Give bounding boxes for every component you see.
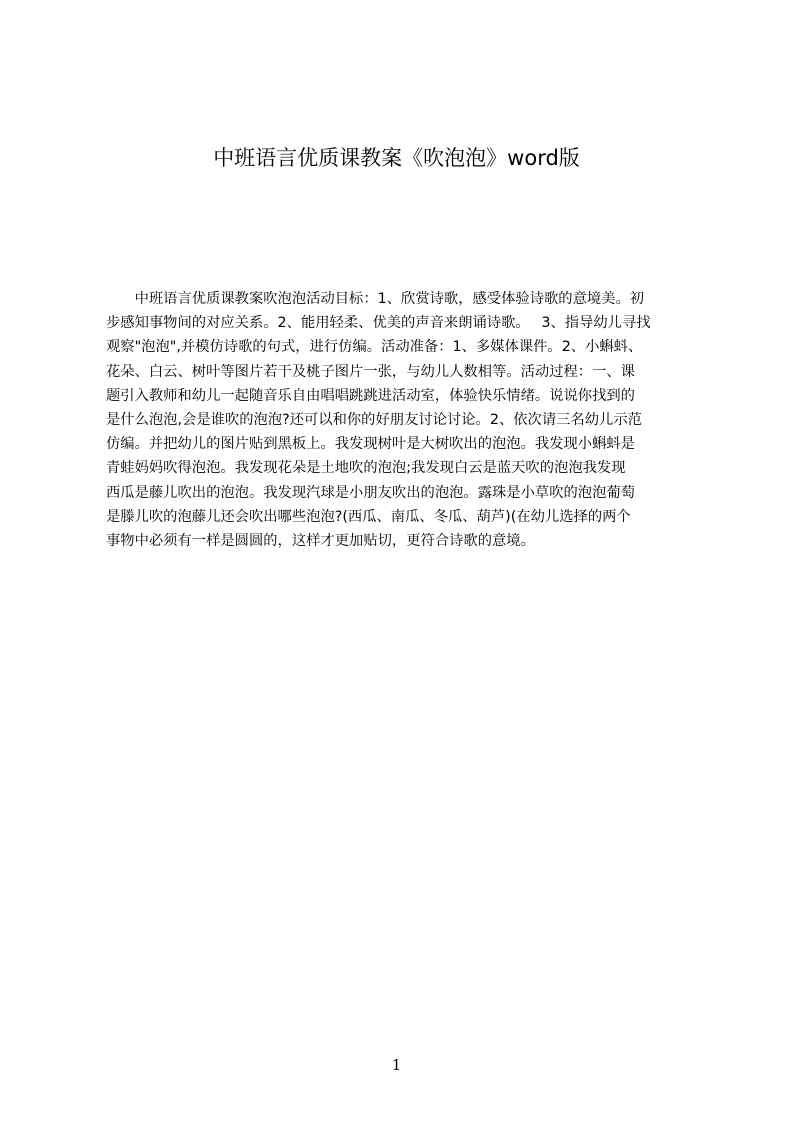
body-line: 步感知事物间的对应关系。2、能用轻柔、优美的声音来朗诵诗歌。 3、指导幼儿寻找 xyxy=(106,315,651,332)
document-title: 中班语言优质课教案《吹泡泡》word版 xyxy=(213,146,580,170)
body-line: 事物中必须有一样是圆圆的，这样才更加贴切，更符合诗歌的意境。 xyxy=(106,532,535,549)
body-line: 中班语言优质课教案吹泡泡活动目标：1、欣赏诗歌，感受体验诗歌的意境美。初 xyxy=(106,291,645,307)
body-line: 题引入教师和幼儿一起随音乐自由唱唱跳跳进活动室，体验快乐情绪。说说你找到的 xyxy=(106,387,635,404)
body-line: 观察"泡泡",并模仿诗歌的句式，进行仿编。活动准备：1、多媒体课件。2、小蝌蚪、 xyxy=(106,339,643,356)
body-line: 青蛙妈妈吹得泡泡。我发现花朵是土地吹的泡泡;我发现白云是蓝天吹的泡泡我发现 xyxy=(106,460,626,477)
body-line: 是滕儿吹的泡藤儿还会吹出哪些泡泡?(西瓜、南瓜、冬瓜、葫芦)(在幼儿选择的两个 xyxy=(106,508,631,525)
body-line: 花朵、白云、树叶等图片若干及桃子图片一张，与幼儿人数相等。活动过程：一、课 xyxy=(106,363,635,380)
body-line: 是什么泡泡,会是谁吹的泡泡?还可以和你的好朋友讨论讨论。2、依次请三名幼儿示范 xyxy=(106,411,642,428)
body-line: 仿编。并把幼儿的图片贴到黑板上。我发现树叶是大树吹出的泡泡。我发现小蝌蚪是 xyxy=(106,436,635,453)
document-body xyxy=(106,287,698,553)
page-number: 1 xyxy=(391,1056,402,1074)
body-line: 西瓜是藤儿吹出的泡泡。我发现汽球是小朋友吹出的泡泡。露珠是小草吹的泡泡葡萄 xyxy=(106,484,635,501)
